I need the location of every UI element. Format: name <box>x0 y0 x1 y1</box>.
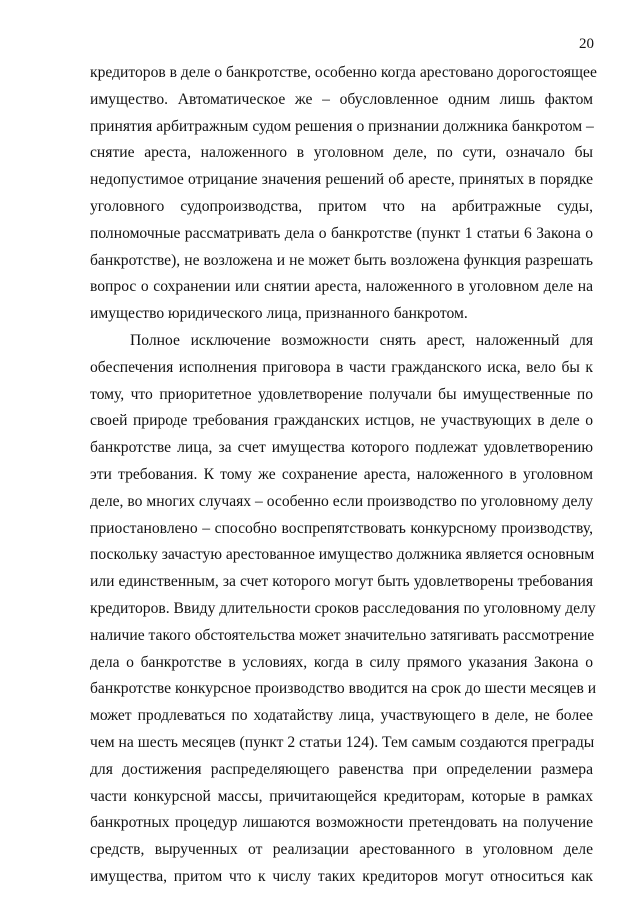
text-line: снятие ареста, наложенного в уголовном деле, по сути, означало бы <box>90 144 593 162</box>
text-line: чем на шесть месяцев (пункт 2 статьи 124). Тем самым создаются преграды <box>90 733 595 751</box>
text-line: обеспечения исполнения приговора в части гражданского иска, вело бы к <box>90 358 593 376</box>
text-line: имущество юридического лица, признанного банкротом. <box>90 305 468 323</box>
text-line: банкротных процедур лишаются возможности претендовать на получение <box>90 814 593 832</box>
text-line: тому, что приоритетное удовлетворение получали бы имущественные по <box>90 385 593 403</box>
text-line: средств, вырученных от реализации арестованного в уголовном деле <box>90 841 593 859</box>
text-line: или единственным, за счет которого могут быть удовлетворены требования <box>90 573 593 591</box>
text-line: дела о банкротстве в условиях, когда в силу прямого указания Закона о <box>90 653 593 671</box>
text-line: банкротстве), не возложена и не может быть возложена функция разрешать <box>90 251 593 269</box>
paragraph-1 <box>90 60 597 328</box>
text-line: поскольку зачастую арестованное имущество должника является основным <box>90 546 595 564</box>
paragraph-2 <box>90 328 597 891</box>
text-line: кредиторов. Ввиду длительности сроков расследования по уголовному делу <box>90 599 596 617</box>
text-line: принятия арбитражным судом решения о признании должника банкротом – <box>90 117 594 135</box>
text-line: эти требования. К тому же сохранение ареста, наложенного в уголовном <box>90 465 593 483</box>
page-number: 20 <box>579 36 594 52</box>
text-line: деле, во многих случаях – особенно если производство по уголовному делу <box>90 492 593 510</box>
text-line: имущества, притом что к числу таких кредиторов могут относиться как <box>90 867 593 885</box>
text-line: Полное исключение возможности снять арест, наложенный для <box>130 331 593 349</box>
text-line: недопустимое отрицание значения решений об аресте, принятых в порядке <box>90 171 593 189</box>
text-line: наличие такого обстоятельства может значительно затягивать рассмотрение <box>90 626 595 644</box>
text-line: приостановлено – способно воспрепятствовать конкурсному производству, <box>90 519 593 537</box>
text-line: банкротстве лица, за счет имущества которого подлежат удовлетворению <box>90 439 593 457</box>
text-line: может продлеваться по ходатайству лица, участвующего в деле, не более <box>90 707 593 725</box>
text-line: кредиторов в деле о банкротстве, особенно когда арестовано дорогостоящее <box>90 64 597 81</box>
text-line: уголовного судопроизводства, притом что на арбитражные суды, <box>90 197 593 215</box>
text-line: полномочные рассматривать дела о банкротстве (пункт 1 статьи 6 Закона о <box>90 224 593 242</box>
text-line: банкротстве конкурсное производство вводится на срок до шести месяцев и <box>90 680 597 698</box>
document-body <box>90 60 597 891</box>
text-line: своей природе требования гражданских истцов, не участвующих в деле о <box>90 412 593 430</box>
text-line: части конкурсной массы, причитающейся кредиторам, которые в рамках <box>90 787 593 805</box>
text-line: для достижения распределяющего равенства при определении размера <box>90 760 593 778</box>
text-line: вопрос о сохранении или снятии ареста, наложенного в уголовном деле на <box>90 278 593 296</box>
text-line: имущество. Автоматическое же – обусловленное одним лишь фактом <box>90 90 593 108</box>
